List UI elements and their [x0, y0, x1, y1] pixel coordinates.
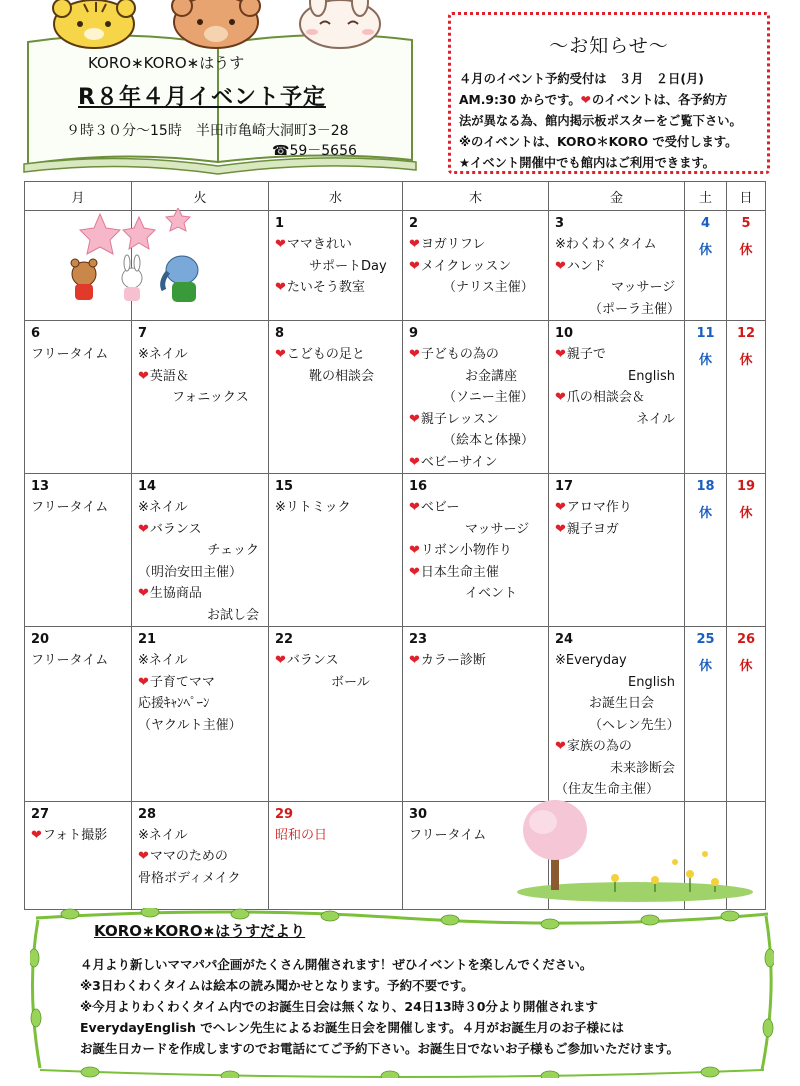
day-number: 15: [275, 479, 294, 494]
event-line: フリータイム: [31, 500, 109, 515]
notice-body: [459, 69, 761, 174]
day-number: 9: [409, 326, 419, 341]
event-line: ❤メイクレッスン: [409, 258, 512, 274]
event-line: フリータイム: [31, 653, 109, 668]
event-line: ❤リボン小物作り: [409, 543, 512, 558]
event-line: ❤家族の為の: [555, 739, 632, 754]
hours-and-address: ９時３０分～15時 半田市亀崎大洞町3－28: [66, 123, 349, 139]
event-line: ❤子育てママ: [138, 674, 215, 690]
calendar-day-cell: [269, 627, 403, 802]
notice-title: ～お知らせ～: [549, 35, 669, 57]
cherry-tree-illustration: [515, 792, 755, 902]
event-line: （ヤクルト主催）: [138, 717, 242, 733]
tiger-face-illustration: [53, 0, 135, 48]
day-number: 26: [736, 632, 756, 647]
heart-icon: ❤: [275, 347, 286, 362]
event-line: ❤生協商品: [138, 586, 202, 601]
heart-icon: ❤: [580, 93, 591, 107]
event-line: （ナリス主催）: [443, 280, 534, 295]
event-line: フォニックス: [172, 390, 249, 405]
heart-icon: ❤: [409, 258, 420, 274]
newsletter-line: ※3日わくわくタイムは絵本の読み聞かせとなります。予約不要です。: [80, 978, 474, 993]
calendar-day-cell: [727, 474, 766, 627]
calendar-day-cell: [403, 627, 549, 802]
calendar-day-cell: [727, 211, 766, 321]
heart-icon: ❤: [409, 347, 420, 362]
calendar-day-cell: [25, 627, 132, 802]
weekday-header: 月: [25, 182, 132, 211]
day-number: 7: [138, 326, 148, 341]
bear-face-illustration: [172, 0, 260, 48]
heart-icon: ❤: [555, 347, 566, 362]
day-number: 20: [31, 632, 50, 647]
event-line: 骨格ボディメイク: [138, 870, 241, 886]
heart-icon: ❤: [138, 521, 149, 537]
heart-icon: ❤: [409, 411, 420, 427]
heart-icon: ❤: [138, 586, 149, 601]
weekday-header: 水: [269, 182, 403, 211]
day-number: 13: [31, 479, 50, 494]
event-line: ❤ベビー: [409, 500, 460, 515]
heart-icon: ❤: [409, 237, 420, 252]
event-line: ❤親子ヨガ: [555, 521, 619, 537]
calendar-day-cell: [403, 474, 549, 627]
event-line: ❤ママのための: [138, 849, 228, 864]
closed-label: 休: [698, 353, 712, 368]
event-line: お誕生日会: [589, 696, 655, 711]
closed-label: 休: [698, 659, 712, 674]
heart-icon: ❤: [555, 500, 566, 515]
event-line: ネイル: [636, 411, 675, 427]
day-number: 11: [696, 326, 715, 341]
notice-line: AM.9:30 からです。❤のイベントは、各予約方: [459, 93, 728, 107]
event-line: ボール: [331, 674, 370, 690]
day-number: 16: [409, 479, 428, 494]
calendar-day-cell: [25, 801, 132, 909]
event-line: English: [628, 674, 675, 690]
weekday-header: 火: [132, 182, 269, 211]
event-line: ※ネイル: [138, 653, 188, 668]
event-line: ※ネイル: [138, 827, 188, 843]
elephant-character: [163, 256, 198, 302]
calendar-day-cell: [549, 321, 685, 474]
day-number: 17: [555, 479, 574, 494]
closed-label: 休: [698, 506, 712, 521]
calendar-day-cell: [25, 474, 132, 627]
calendar-day-cell: [132, 474, 269, 627]
calendar-day-cell: [549, 211, 685, 321]
flowers-and-animals-illustration: [64, 208, 214, 308]
heart-icon: ❤: [555, 521, 566, 537]
notice-line: ★イベント開催中でも館内はご利用できます。: [459, 156, 715, 170]
calendar-day-cell: [403, 321, 549, 474]
event-line: ❤ハンド: [555, 258, 606, 274]
day-number: 23: [409, 632, 428, 647]
calendar-day-cell: [269, 321, 403, 474]
event-line: （明治安田主催）: [138, 564, 243, 580]
event-line: ❤ヨガリフレ: [409, 237, 486, 252]
heart-icon: ❤: [409, 543, 420, 558]
calendar-day-cell: [685, 627, 727, 802]
calendar-day-cell: [727, 627, 766, 802]
day-number: 24: [555, 632, 574, 647]
day-number: 8: [275, 326, 285, 341]
heart-icon: ❤: [409, 564, 420, 580]
day-number: 30: [409, 806, 428, 822]
day-number: 29: [275, 806, 294, 822]
event-line: ❤カラー診断: [409, 653, 486, 668]
event-line: ❤爪の相談会＆: [555, 390, 645, 405]
event-line: （ヘレン先生）: [589, 717, 680, 733]
notice-line: ４月のイベント予約受付は ３月 ２日(月): [459, 72, 704, 86]
event-line: ※わくわくタイム: [555, 237, 657, 252]
heart-icon: ❤: [275, 280, 286, 295]
calendar-day-cell: [685, 211, 727, 321]
event-line: ※リトミック: [275, 500, 351, 515]
closed-label: 休: [739, 659, 753, 674]
closed-label: 休: [739, 506, 753, 521]
notice-line: ※のイベントは、KORO＊KORO で受付します。: [459, 135, 738, 149]
event-line: マッサージ: [611, 280, 676, 295]
weekday-header: 土: [685, 182, 727, 211]
calendar-day-cell: [685, 321, 727, 474]
organization-name: KORO∗KORO∗はうす: [88, 54, 245, 72]
event-line: ❤バランス: [275, 653, 339, 668]
heart-icon: ❤: [138, 849, 149, 864]
notice-box: [448, 12, 770, 174]
calendar-day-cell: [25, 321, 132, 474]
calendar-day-cell: [727, 321, 766, 474]
event-line: サポートDay: [309, 258, 387, 274]
heart-icon: ❤: [555, 258, 566, 274]
newsletter-body: [80, 954, 679, 1059]
calendar-day-cell: [549, 474, 685, 627]
event-line: 応援ｷｬﾝﾍﾟｰﾝ: [138, 696, 210, 711]
event-line: イベント: [465, 586, 518, 601]
calendar-day-cell: [685, 474, 727, 627]
day-number: 5: [741, 216, 751, 231]
event-line: （ソニー主催）: [443, 390, 534, 405]
heart-icon: ❤: [275, 237, 286, 252]
day-number: 3: [555, 216, 565, 231]
day-number: 22: [275, 632, 294, 647]
heart-icon: ❤: [275, 653, 286, 668]
heart-icon: ❤: [409, 454, 420, 470]
heart-icon: ❤: [138, 368, 149, 384]
calendar-day-cell: [132, 801, 269, 909]
event-line: （ポーラ主催）: [589, 301, 681, 317]
day-number: 4: [700, 216, 711, 231]
event-line: 靴の相談会: [309, 368, 375, 384]
event-line: ❤子どもの為の: [409, 347, 499, 362]
day-number: 12: [736, 326, 756, 341]
heart-icon: ❤: [31, 827, 42, 843]
day-number: 21: [138, 632, 157, 647]
day-number: 6: [31, 326, 41, 341]
calendar-day-cell: [549, 627, 685, 802]
calendar-week-row: [25, 627, 766, 802]
rabbit-face-illustration: [300, 0, 380, 48]
calendar-week-row: [25, 321, 766, 474]
rabbit-character: [122, 255, 142, 301]
day-number: 19: [736, 479, 756, 494]
newsletter-line: ４月より新しいママパパ企画がたくさん開催されます！ぜひイベントを楽しんでください。: [80, 957, 593, 972]
day-number: 28: [138, 806, 157, 822]
day-number: 18: [696, 479, 715, 494]
newsletter-title: KORO∗KORO∗はうすだより: [94, 922, 306, 940]
heart-icon: ❤: [555, 739, 566, 754]
heart-icon: ❤: [409, 653, 420, 668]
heart-icon: ❤: [555, 390, 566, 405]
event-line: ❤たいそう教室: [275, 280, 365, 295]
newsletter-line: お誕生日カードを作成しますのでお電話にてご予約下さい。お誕生日でないお子様もご参加いただけます。: [80, 1041, 680, 1056]
notice-line: 法が異なる為、館内掲示板ポスターをご覧下さい。: [459, 114, 742, 128]
event-line: ※Everyday: [555, 653, 627, 668]
newsletter-line: ※今月よりわくわくタイム内でのお誕生日会は無くなり、24日13時３0分より開催されます: [80, 999, 598, 1014]
day-number: 1: [275, 216, 285, 231]
heart-icon: ❤: [409, 500, 420, 515]
page-title: R８年４月イベント予定: [78, 85, 326, 110]
event-line: English: [628, 368, 675, 384]
event-line: ❤英語＆: [138, 368, 189, 384]
day-number: 14: [138, 479, 157, 494]
event-line: ※ネイル: [138, 500, 188, 515]
heart-icon: ❤: [138, 674, 149, 690]
event-line: ❤アロマ作り: [555, 500, 632, 515]
event-line: ❤日本生命主催: [409, 564, 499, 580]
event-line: お金講座: [465, 368, 518, 384]
event-line: ※ネイル: [138, 347, 188, 362]
day-number: 25: [696, 632, 715, 647]
newsletter-line: EverydayEnglish でヘレン先生によるお誕生日会を開催します。４月がお誕生月のお子様には: [80, 1020, 624, 1035]
event-line: フリータイム: [409, 827, 487, 843]
phone-number: ☎59－5656: [272, 143, 357, 159]
weekday-header: 金: [549, 182, 685, 211]
event-line: お試し会: [206, 607, 259, 623]
event-line: ❤バランス: [138, 521, 202, 537]
event-line: （住友生命主催）: [555, 782, 660, 797]
event-line: フリータイム: [31, 347, 109, 362]
event-line: マッサージ: [465, 521, 530, 537]
newsletter-section: [30, 908, 774, 1078]
closed-label: 休: [698, 243, 712, 258]
day-number: 2: [409, 216, 419, 231]
calendar-day-cell: [269, 474, 403, 627]
day-number: 27: [31, 806, 50, 822]
calendar-day-cell: [132, 627, 269, 802]
calendar-day-cell: [403, 211, 549, 321]
event-line: ❤親子で: [555, 347, 606, 362]
calendar-day-cell: [269, 211, 403, 321]
weekday-header: 木: [403, 182, 549, 211]
event-line: ❤ママきれい: [275, 237, 352, 252]
weekday-header-row: [25, 182, 766, 211]
event-line: ❤こどもの足と: [275, 347, 365, 362]
calendar-day-cell: [132, 321, 269, 474]
event-line: （絵本と体操）: [443, 433, 535, 448]
event-line: ❤ベビーサイン: [409, 454, 498, 470]
closed-label: 休: [739, 243, 753, 258]
event-line: ❤フォト撮影: [31, 827, 108, 843]
day-number: 10: [555, 326, 574, 341]
calendar-day-cell: [269, 801, 403, 909]
event-line: ❤親子レッスン: [409, 411, 499, 427]
event-line: チェック: [207, 543, 259, 558]
calendar-week-row: [25, 474, 766, 627]
event-line: 昭和の日: [275, 827, 328, 843]
closed-label: 休: [739, 353, 753, 368]
event-line: 未来診断会: [609, 760, 675, 776]
weekday-header: 日: [727, 182, 766, 211]
bear-character: [71, 259, 97, 300]
